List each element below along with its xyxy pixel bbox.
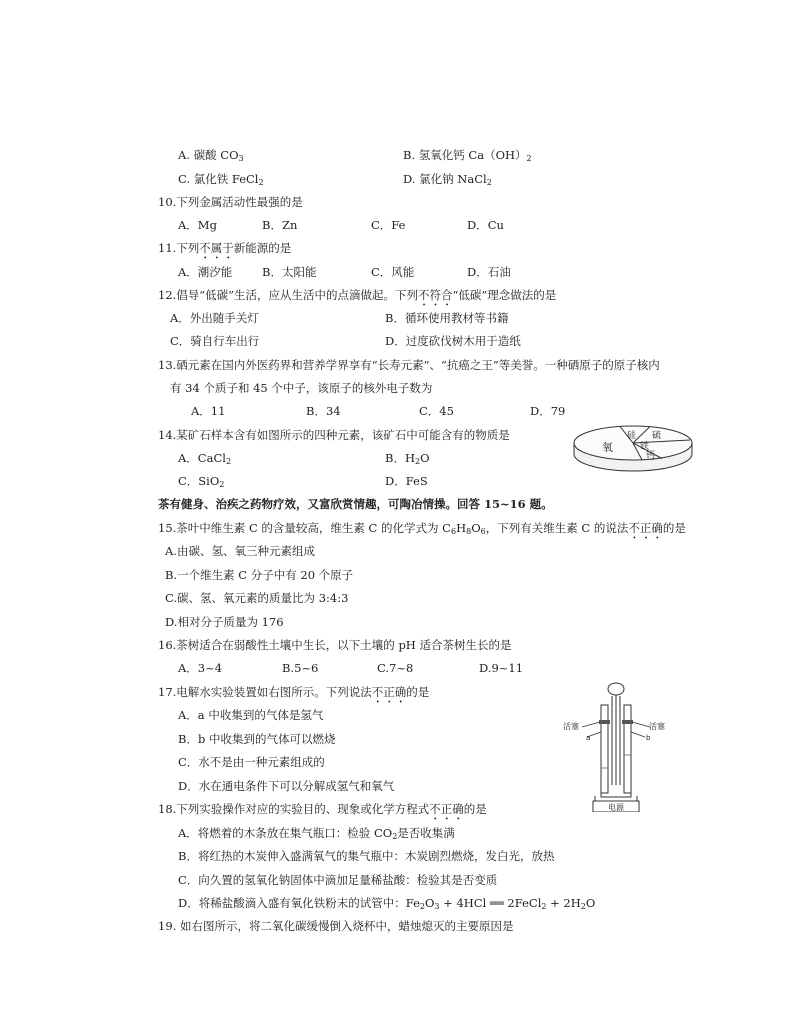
tube-a-label: a	[586, 734, 591, 742]
q13-stem-line2: 有 34 个质子和 45 个中子，该原子的核外电子数为	[170, 381, 433, 395]
q18-option-c: C．向久置的氢氧化钠固体中滴加足量稀盐酸：检验其是否变质	[178, 873, 498, 887]
tube-b-label: b	[646, 734, 651, 742]
q16-option-d: D.9~11	[479, 661, 524, 675]
q14-option-d: D．FeS	[385, 474, 428, 488]
q13-option-b: B．34	[306, 404, 341, 418]
q12-option-a: A．外出随手关灯	[170, 311, 259, 325]
q15-stem: 15.茶叶中维生素 C 的含量较高，维生素 C 的化学式为 $C_6H_8O_6$，下列有关维生素 C 的说法不正确的是	[158, 521, 686, 536]
pie-label-calcium: 钙	[646, 451, 656, 461]
q17-option-c: C．水不是由一种元素组成的	[178, 755, 325, 769]
q19-stem: 19. 如右图所示，将二氧化碳缓慢倒入烧杯中，蜡烛熄灭的主要原因是	[158, 919, 514, 933]
q11-option-c: C．风能	[371, 265, 415, 279]
q12-stem: 12.倡导“低碳”生活，应从生活中的点滴做起。下列不符合“低碳”理念做法的是	[158, 288, 557, 302]
q10-option-c: C．Fe	[371, 218, 406, 232]
q18-option-b: B．将红热的木炭伸入盛满氧气的集气瓶中：木炭剧烈燃烧，发白光，放热	[178, 849, 555, 863]
q11-option-a: A．潮汐能	[178, 265, 233, 279]
q15-option-c: C.碳、氢、氧元素的质量比为 3:4:3	[165, 591, 349, 605]
q16-option-a: A．3~4	[178, 661, 223, 675]
q16-stem: 16.茶树适合在弱酸性土壤中生长，以下土壤的 pH 适合茶树生长的是	[158, 638, 512, 652]
q15-option-b: B.一个维生素 C 分子中有 20 个原子	[165, 568, 354, 582]
q9-option-a: A. 碳酸 $CO_3$	[178, 148, 244, 163]
q18-stem: 18.下列实验操作对应的实验目的、现象或化学方程式不正确的是	[158, 802, 487, 816]
q14-option-b: B．$H_2O$	[385, 451, 430, 466]
q14-option-c: C．SiO$_2$	[178, 474, 225, 489]
q11-option-d: D．石油	[467, 265, 511, 279]
q9-option-b: B. 氢氧化钙 $Ca(OH)_2$	[403, 148, 532, 163]
q14-stem: 14.某矿石样本含有如图所示的四种元素，该矿石中可能含有的物质是	[158, 428, 510, 442]
q11-option-b: B．太阳能	[262, 265, 317, 279]
q17-option-b: B．b 中收集到的气体可以燃烧	[178, 732, 336, 746]
element-pie-diagram	[570, 423, 696, 473]
q15-option-d: D.相对分子质量为 176	[165, 615, 284, 629]
q16-option-c: C.7~8	[377, 661, 414, 675]
q17-stem: 17.电解水实验装置如右图所示。下列说法不正确的是	[158, 685, 430, 699]
q13-option-a: A．11	[191, 404, 226, 418]
right-valve-label: 活塞	[649, 722, 665, 731]
q10-option-b: B．Zn	[262, 218, 298, 232]
q18-option-a: A．将燃着的木条放在集气瓶口：检验 $CO_2$是否收集满	[178, 826, 455, 841]
q12-option-b: B．循环使用教材等书籍	[385, 311, 509, 325]
q10-stem: 10.下列金属活动性最强的是	[158, 195, 303, 209]
pie-label-oxygen: 氧	[602, 441, 613, 454]
q18-option-d: D．将稀盐酸滴入盛有氧化铁粉末的试管中：$Fe_2O_3 + 4HCl$ ══ 2FeCl$_2$ + $2H_2O$	[178, 896, 596, 911]
q12-option-c: C．骑自行车出行	[170, 334, 260, 348]
q17-option-a: A．a 中收集到的气体是氢气	[178, 708, 324, 722]
left-valve-label: 活塞	[563, 722, 579, 731]
pie-label-silicon: 硅	[627, 431, 637, 441]
q12-option-d: D．过度砍伐树木用于造纸	[385, 334, 521, 348]
q9-option-c: C. 氯化铁 FeCl$_2$	[178, 172, 264, 187]
q15-option-a: A.由碳、氢、氧三种元素组成	[165, 544, 315, 558]
q13-stem-line1: 13.硒元素在国内外医药界和营养学界享有“长寿元素”、“抗癌之王”等美誉。一种硒原子的原子核内	[158, 358, 660, 372]
q11-stem: 11.下列不属于新能源的是	[158, 241, 292, 255]
q17-option-d: D．水在通电条件下可以分解成氢气和氧气	[178, 779, 395, 793]
q16-option-b: B.5~6	[282, 661, 319, 675]
q9-option-d: D. 氯化钠 NaCl$_2$	[403, 172, 492, 187]
pie-label-sulfur: 硫	[652, 431, 662, 441]
q10-option-d: D．Cu	[467, 218, 504, 232]
q13-option-c: C．45	[419, 404, 454, 418]
q14-option-a: A．CaCl$_2$	[178, 451, 232, 466]
pie-label-iron: 铁	[640, 442, 650, 452]
electrolysis-apparatus-diagram	[560, 680, 680, 812]
q13-option-d: D．79	[530, 404, 566, 418]
section-intro: 茶有健身、治疾之药物疗效，又富欣赏情趣，可陶冶情操。回答 15~16 题。	[158, 497, 553, 511]
power-supply-label: 电源	[608, 803, 624, 812]
q10-option-a: A．Mg	[178, 218, 217, 232]
